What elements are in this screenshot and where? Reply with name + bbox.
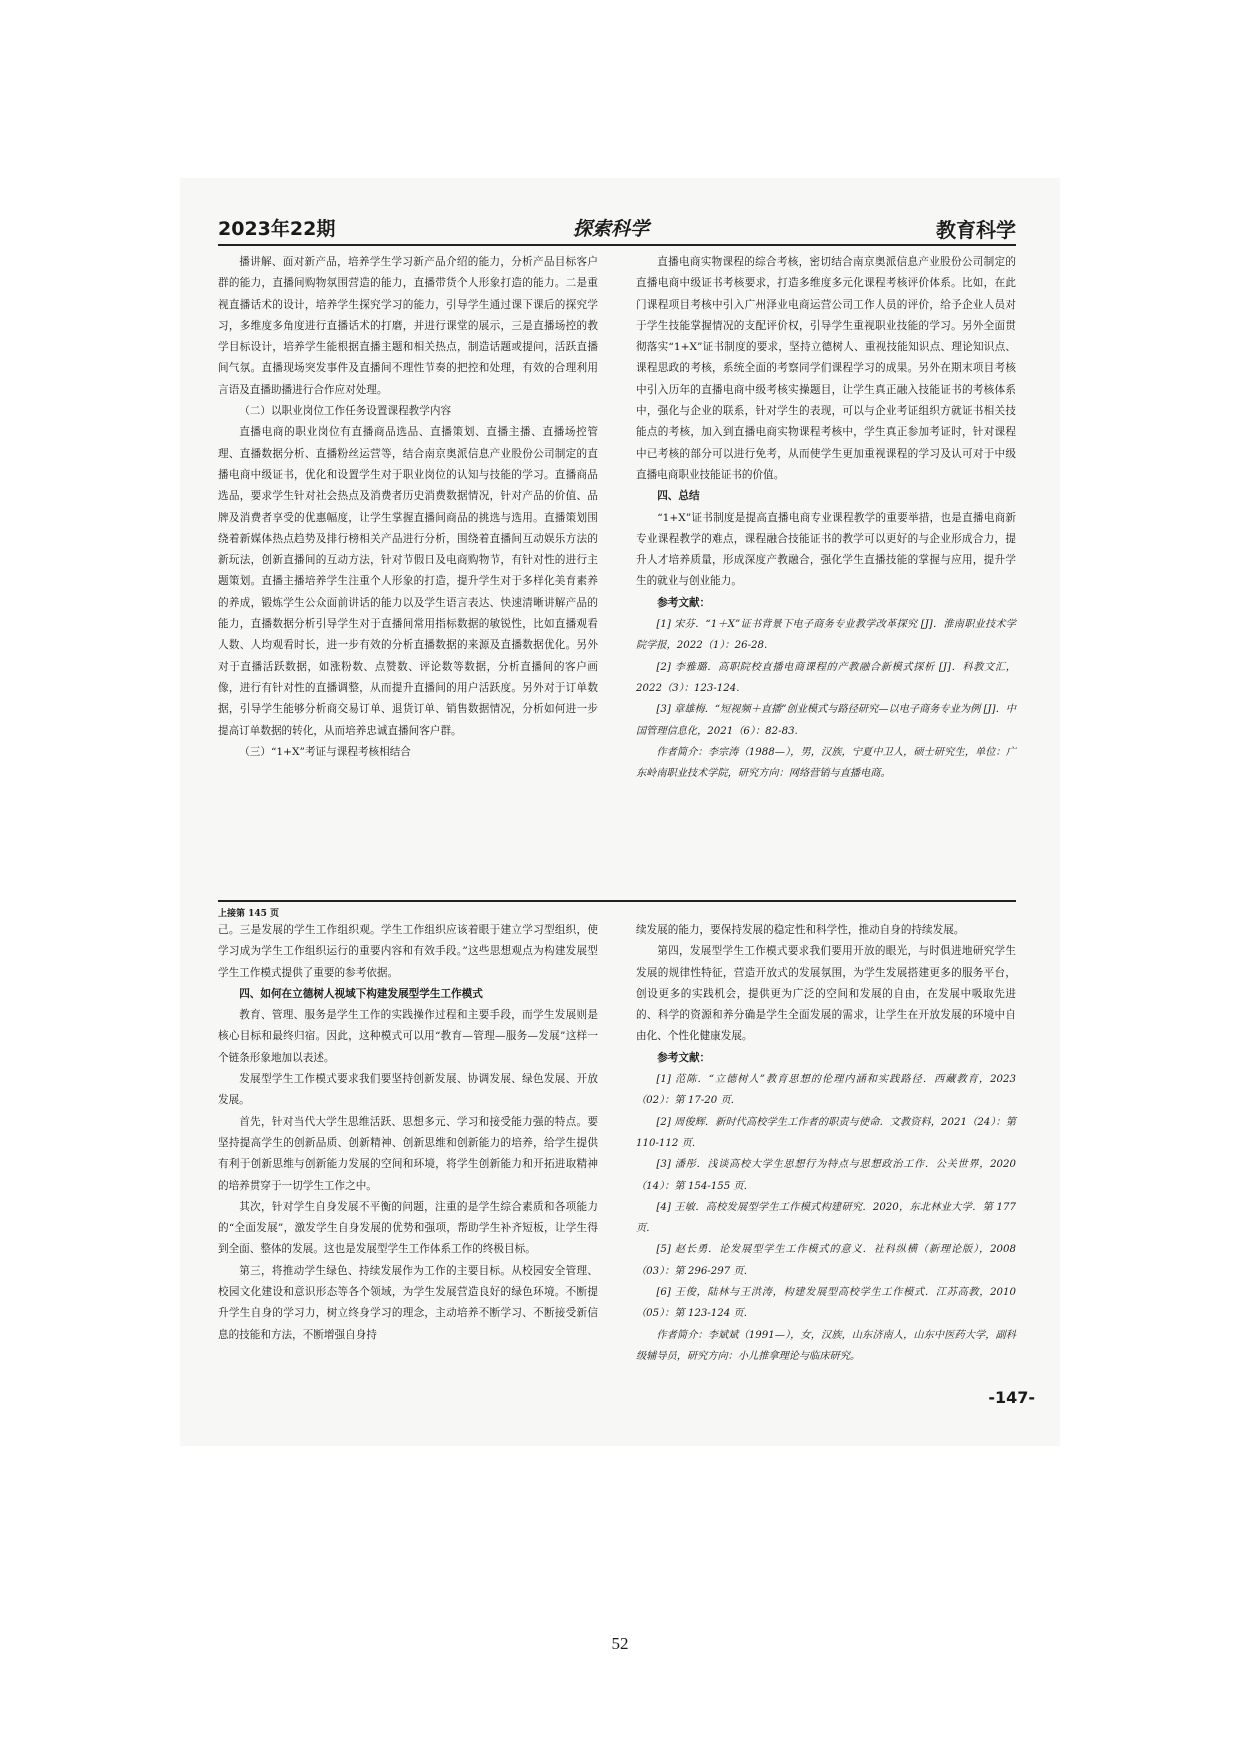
bottom-left-column [218, 920, 598, 1346]
paragraph: 参考文献： [657, 1051, 711, 1064]
paragraph: [2] 周俊辉．新时代高校学生工作者的职责与使命．文教资料，2021（24）：第 110-112 页． [636, 1116, 1016, 1149]
journal-header [218, 214, 1016, 246]
paragraph: 播讲解、面对新产品，培养学生学习新产品介绍的能力，分析产品目标客户群的能力，直播间购物氛围营造的能力，直播带货个人形象打造的能力。二是重视直播话术的设计，培养学生探究学习的能力，引导学生通过课下课后的探究学习，多维度多角度进行直播话术的打磨，并进行课堂的展示，三是直播场控的教学目标设计，培养学生能根据直播主题和相关热点，制造话题或提问，活跃直播间气氛。直播现场突发事件及直播间不理性节奏的把控和处理，有效的合理利用言语及直播助播进行合作应对处理。 [218, 256, 598, 396]
paragraph: [1] 范陈．“立德树人”教育思想的伦理内涵和实践路径．西藏教育，2023（02）：第 17-20 页． [636, 1074, 1016, 1107]
paragraph: 参考文献： [657, 596, 711, 609]
paragraph: [1] 宋芬．“1＋X”证书背景下电子商务专业教学改革探究 [J]．淮南职业技术学院学报，2022（1）：26-28. [636, 619, 1016, 652]
paragraph: 作者简介：李宗涛（1988—），男，汉族，宁夏中卫人，硕士研究生，单位：广东岭南职业技术学院，研究方向：网络营销与直播电商。 [636, 746, 1016, 780]
top-right-column [636, 252, 1016, 784]
journal-title: 探索科学 [573, 218, 650, 240]
paragraph: 其次，针对学生自身发展不平衡的问题，注重的是学生综合素质和各项能力的“全面发展”，激发学生自身发展的优势和强项，帮助学生补齐短板，让学生得到全面、整体的发展。这也是发展型学生工作体系工作的终极目标。 [218, 1200, 598, 1256]
paragraph: 第四，发展型学生工作模式要求我们要用开放的眼光，与时俱进地研究学生发展的规律性特征，营造开放式的发展氛围，为学生发展搭建更多的服务平台，创设更多的实践机会，提供更为广泛的空间和发展的自由，在发展中吸取先进的、科学的资源和养分确是学生全面发展的需求，让学生在开放发展的环境中自由化、个性化健康发展。 [636, 945, 1016, 1043]
paragraph: 作者简介：李斌斌（1991—），女，汉族，山东济南人，山东中医药大学，副科级辅导员，研究方向：小儿推拿理论与临床研究。 [636, 1329, 1016, 1362]
paragraph: 直播电商实物课程的综合考核，密切结合南京奥派信息产业股份公司制定的直播电商中级证书考核要求，打造多维度多元化课程考核评价体系。比如，在此门课程项目考核中引入广州泽业电商运营公司工作人员的评价，给予企业人员对于学生技能掌握情况的支配评价权，引导学生重视职业技能的学习。另外全面贯彻落实“1+X”证书制度的要求，坚持立德树人、重视技能知识点、理论知识点、课程思政的考核，系统全面的考察同学们课程学习的成果。另外在期末项目考核中引入历年的直播电商中级考核实操题目，让学生真正融入技能证书的考核体系中，强化与企业的联系，针对学生的表现，可以与企业考证组织方就证书相关技能点的考核，加入到直播电商实物课程考核中，学生真正参加考证时，针对课程中已考核的部分可以进行免考，从而使学生更加重视课程的学习及认可对于中级直播电商职业技能证书的价值。 [636, 256, 1016, 481]
journal-page-number: -147- [988, 1388, 1035, 1407]
paragraph: 直播电商的职业岗位有直播商品选品、直播策划、直播主播、直播场控管理、直播数据分析、直播粉丝运营等，结合南京奥派信息产业股份公司制定的直播电商中级证书，优化和设置学生对于职业岗位的认知与技能的学习。直播商品选品，要求学生针对社会热点及消费者历史消费数据情况，针对产品的价值、品牌及消费者享受的优惠幅度，让学生掌握直播间商品的挑选与选用。直播策划围绕着新媒体热点趋势及排行榜相关产品进行分析，围绕着直播间互动娱乐方法的新玩法，创新直播间的互动方法，针对节假日及电商购物节，有针对性的进行主题策划。直播主播培养学生注重个人形象的打造，提升学生对于多样化美育素养的养成，锻炼学生公众面前讲话的能力以及学生语言表达、快速清晰讲解产品的能力，直播数据分析引导学生对于直播间常用指标数据的敏锐性，比如直播观看人数、人均观看时长，进一步有效的分析直播数据的来源及直播数据优化。另外对于直播活跃数据，如涨粉数、点赞数、评论数等数据，分析直播间的客户画像，进行有针对性的直播调整，从而提升直播间的用户活跃度。另外对于订单数据，引导学生能够分析商交易订单、退货订单、销售数据情况，分析如何进一步提高订单数据的转化，从而培养忠诚直播间客户群。 [218, 426, 598, 737]
paragraph: [3] 章雄梅．“短视频＋直播”创业模式与路径研究—以电子商务专业为例 [J]．中国管理信息化，2021（6）：82-83. [636, 704, 1016, 737]
top-left-column [218, 252, 598, 763]
paragraph: [4] 王敏．高校发展型学生工作模式构建研究．2020，东北林业大学．第 177 页． [636, 1201, 1016, 1235]
bottom-right-column [636, 920, 1016, 1367]
section-title: 教育科学 [936, 218, 1016, 242]
paragraph: [5] 赵长勇．论发展型学生工作模式的意义．社科纵横（新理论版），2008（03）：第 296-297 页． [636, 1244, 1016, 1277]
paragraph: 第三，将推动学生绿色、持续发展作为工作的主要目标。从校园安全管理、校园文化建设和意识形态等各个领域，为学生发展营造良好的绿色环境。不断提升学生自身的学习力，树立终身学习的理念，主动培养不断学习、不断接受新信息的技能和方法，不断增强自身持 [218, 1264, 598, 1341]
paragraph: 教育、管理、服务是学生工作的实践操作过程和主要手段，而学生发展则是核心目标和最终归宿。因此，这种模式可以用“教育—管理—服务—发展”这样一个链条形象地加以表述。 [218, 1009, 598, 1064]
paragraph: [3] 潘彤．浅谈高校大学生思想行为特点与思想政治工作．公关世界，2020（14）：第 154-155 页． [636, 1159, 1016, 1192]
header-rule [218, 244, 1016, 246]
paragraph: 四、总结 [657, 490, 700, 503]
paragraph: “1+X”证书制度是提高直播电商专业课程教学的重要举措，也是直播电商新专业课程教学的难点，课程融合技能证书的教学可以更好的与企业形成合力，提升人才培养质量，形成深度产教融合，强化学生直播技能的掌握与应用，提升学生的就业与创业能力。 [636, 511, 1016, 588]
paragraph: （二）以职业岗位工作任务设置课程教学内容 [239, 405, 452, 418]
paragraph: [2] 李雅璐．高职院校直播电商课程的产教融合新模式探析 [J]．科教文汇，2022（3）：123-124. [636, 661, 1016, 694]
paragraph: 首先，针对当代大学生思维活跃、思想多元、学习和接受能力强的特点。要坚持提高学生的创新品质、创新精神、创新思维和创新能力的培养，给学生提供有利于创新思维与创新能力发展的空间和环境，将学生创新能力和开拓进取精神的培养贯穿于一切学生工作之中。 [218, 1115, 598, 1192]
paragraph: 续发展的能力，要保持发展的稳定性和科学性，推动自身的持续发展。 [636, 924, 965, 936]
paragraph: （三）“1+X”考证与课程考核相结合 [239, 745, 411, 758]
continued-from-label: 上接第 145 页 [218, 909, 280, 919]
paragraph: 发展型学生工作模式要求我们要坚持创新发展、协调发展、绿色发展、开放发展。 [218, 1073, 598, 1107]
section-divider [218, 900, 1016, 902]
issue-label: 2023年22期 [218, 218, 336, 240]
footer-page-number: 52 [611, 1634, 629, 1653]
paragraph: 四、如何在立德树人视域下构建发展型学生工作模式 [239, 987, 483, 1000]
paragraph: [6] 王俊，陆林与王洪涛，构建发展型高校学生工作模式．江苏高教，2010（05）：第 123-124 页． [636, 1287, 1016, 1320]
paragraph: 己。三是发展的学生工作组织观。学生工作组织应该着眼于建立学习型组织，使学习成为学生工作组织运行的重要内容和有效手段。”这些思想观点为构建发展型学生工作模式提供了重要的参考依据。 [218, 924, 598, 979]
